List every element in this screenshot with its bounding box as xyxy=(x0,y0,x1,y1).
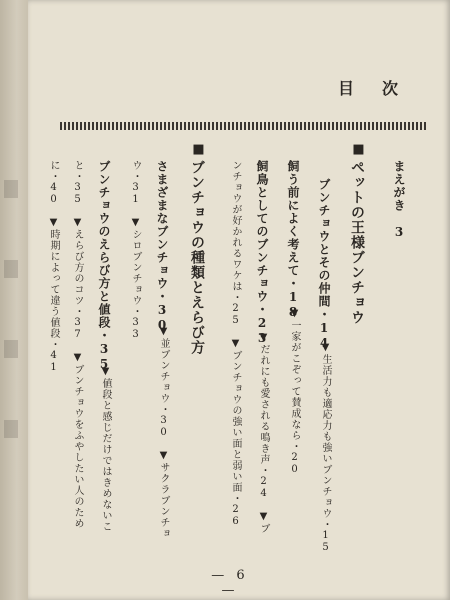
chapter-subtopics-continued: ンチョウが好かれるワケは・25 ▼ブンチョウの強い面と弱い面・26 xyxy=(230,160,241,528)
page-number: — 6 — xyxy=(211,568,249,598)
chapter-title: 飼鳥としてのブンチョウ・23 xyxy=(255,160,269,346)
preface-entry: まえがき 3 xyxy=(392,160,406,240)
chapter-title: 飼う前によく考えて・18 xyxy=(286,160,300,320)
part2-title: ブンチョウの種類とえらび方 xyxy=(189,160,205,355)
part2-bullet: ■ xyxy=(191,142,206,157)
ghost-mark xyxy=(4,180,18,198)
chapter-subtopics: ▼だれにも愛される鳴き声・24 ▼ブ xyxy=(258,332,269,534)
chapter-subtopics-continued: ウ・31 ▼シロブンチョウ・33 xyxy=(130,160,141,341)
dotted-rule xyxy=(60,122,428,130)
chapter-title: ブンチョウとその仲間・14 xyxy=(317,178,331,351)
chapter-subtopics: ▼生活力も適応力も強いブンチョウ・15 xyxy=(320,342,331,554)
chapter-subtopics: ▼一家がこぞって賛成なら・20 xyxy=(289,308,300,476)
toc-title: 目次 xyxy=(338,79,427,98)
part1-title: ペットの王様ブンチョウ xyxy=(349,160,365,325)
ghost-mark xyxy=(4,340,18,358)
part1-bullet: ■ xyxy=(351,142,366,157)
ghost-mark xyxy=(4,260,18,278)
chapter-subtopics-continued: と・35 ▼えらび方のコツ・37 ▼ブンチョウをふやしたい人のため xyxy=(72,160,83,529)
ghost-mark xyxy=(4,420,18,438)
chapter-title: ブンチョウのえらび方と値段・35 xyxy=(97,160,111,372)
chapter-subtopics: ▼値段と感じだけではきめないこ xyxy=(100,366,111,532)
page-gutter xyxy=(0,0,28,600)
chapter-subtopics: ▼並ブンチョウ・30 ▼サクラブンチョ xyxy=(158,326,169,539)
chapter-subtopics-continued: に・40 ▼時期によって違う値段・41 xyxy=(48,160,59,374)
chapter-title: さまざまなブンチョウ・30 xyxy=(155,160,169,333)
